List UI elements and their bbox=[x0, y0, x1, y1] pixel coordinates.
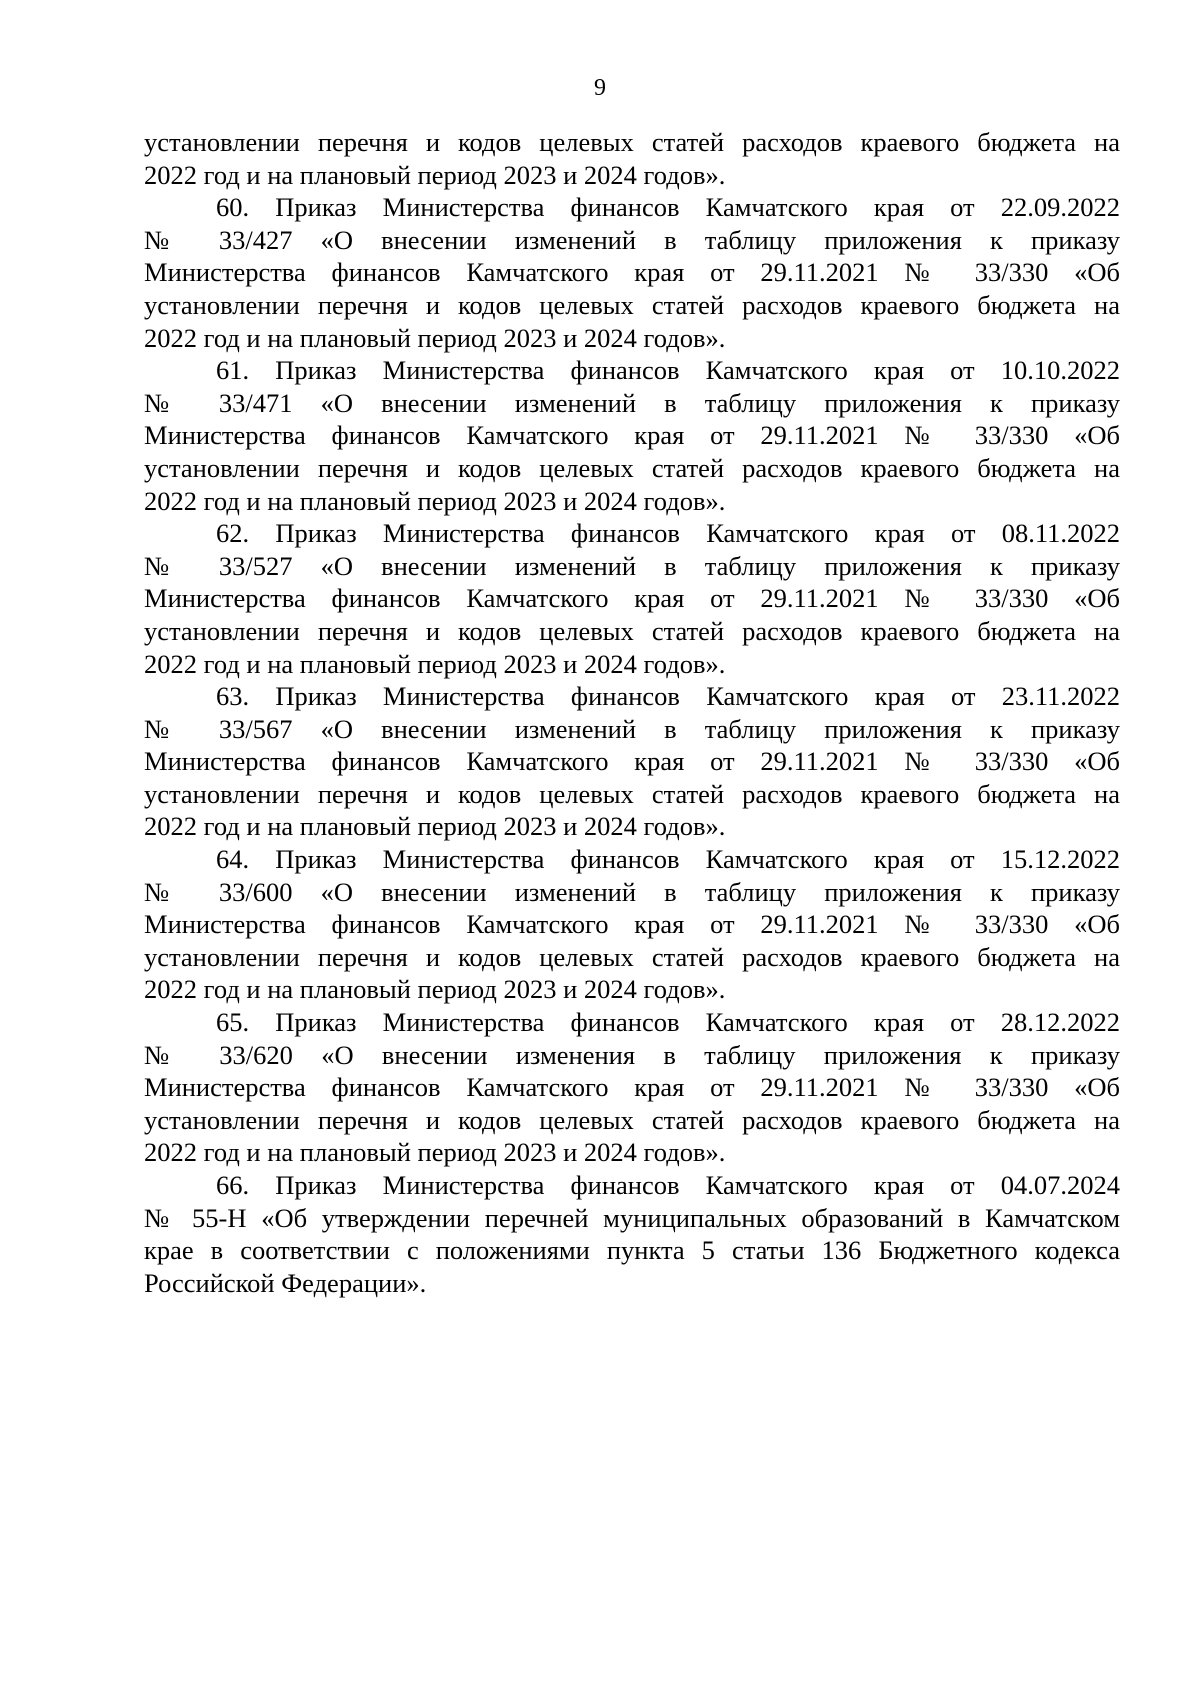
text-line: № 55-Н «Об утверждении перечней муниципальных образований в Камчатском bbox=[144, 1202, 1120, 1233]
text-line: установлении перечня и кодов целевых статей расходов краевого бюджета на bbox=[144, 127, 1120, 157]
text-line: № 33/567 «О внесении изменений в таблицу приложения к приказу bbox=[144, 713, 1120, 744]
text-line: Министерства финансов Камчатского края от 29.11.2021 № 33/330 «Об bbox=[144, 583, 1120, 614]
text-line: 60. Приказ Министерства финансов Камчатского края от 22.09.2022 bbox=[216, 192, 1120, 223]
text-line: 2022 год и на плановый период 2023 и 2024 годов». bbox=[144, 648, 726, 679]
continuation-paragraph bbox=[144, 126, 1120, 191]
text-line: 63. Приказ Министерства финансов Камчатского края от 23.11.2022 bbox=[216, 681, 1120, 712]
text-line: 2022 год и на плановый период 2023 и 2024 годов». bbox=[144, 159, 726, 190]
text-line: крае в соответствии с положениями пункта 5 статьи 136 Бюджетного кодекса bbox=[144, 1235, 1120, 1266]
text-line: 64. Приказ Министерства финансов Камчатского края от 15.12.2022 bbox=[216, 844, 1120, 875]
text-line: 61. Приказ Министерства финансов Камчатского края от 10.10.2022 bbox=[216, 355, 1120, 386]
text-line: 2022 год и на плановый период 2023 и 2024 годов». bbox=[144, 811, 726, 842]
text-line: Министерства финансов Камчатского края от 29.11.2021 № 33/330 «Об bbox=[144, 746, 1120, 777]
text-line: установлении перечня и кодов целевых статей расходов краевого бюджета на bbox=[144, 289, 1120, 320]
text-line: № 33/620 «О внесении изменения в таблицу приложения к приказу bbox=[144, 1039, 1120, 1070]
text-line: 65. Приказ Министерства финансов Камчатского края от 28.12.2022 bbox=[216, 1007, 1120, 1038]
text-line: Министерства финансов Камчатского края от 29.11.2021 № 33/330 «Об bbox=[144, 1072, 1120, 1103]
text-line: 2022 год и на плановый период 2023 и 2024 годов». bbox=[144, 1137, 726, 1168]
text-line: установлении перечня и кодов целевых статей расходов краевого бюджета на bbox=[144, 615, 1120, 646]
page-number: 9 bbox=[594, 75, 606, 101]
text-line: Министерства финансов Камчатского края от 29.11.2021 № 33/330 «Об bbox=[144, 909, 1120, 940]
text-line: 2022 год и на плановый период 2023 и 2024 годов». bbox=[144, 485, 726, 516]
text-line: № 33/471 «О внесении изменений в таблицу приложения к приказу bbox=[144, 387, 1120, 418]
list-item-66 bbox=[144, 1169, 1120, 1299]
text-line: 66. Приказ Министерства финансов Камчатского края от 04.07.2024 bbox=[216, 1170, 1120, 1200]
text-line: установлении перечня и кодов целевых статей расходов краевого бюджета на bbox=[144, 452, 1120, 483]
list-item-65 bbox=[144, 1006, 1120, 1169]
text-line: 62. Приказ Министерства финансов Камчатского края от 08.11.2022 bbox=[216, 518, 1120, 549]
text-line: Министерства финансов Камчатского края от 29.11.2021 № 33/330 «Об bbox=[144, 257, 1120, 288]
document-body bbox=[144, 126, 1120, 1299]
text-line: 2022 год и на плановый период 2023 и 2024 годов». bbox=[144, 974, 726, 1005]
text-line: установлении перечня и кодов целевых статей расходов краевого бюджета на bbox=[144, 941, 1120, 972]
text-line: 2022 год и на плановый период 2023 и 2024 годов». bbox=[144, 322, 726, 353]
list-item-61 bbox=[144, 354, 1120, 517]
text-line: Министерства финансов Камчатского края от 29.11.2021 № 33/330 «Об bbox=[144, 420, 1120, 451]
list-item-60 bbox=[144, 191, 1120, 354]
list-item-63 bbox=[144, 680, 1120, 843]
text-line: Российской Федерации». bbox=[144, 1267, 427, 1298]
list-item-64 bbox=[144, 843, 1120, 1006]
text-line: установлении перечня и кодов целевых статей расходов краевого бюджета на bbox=[144, 1104, 1120, 1135]
text-line: № 33/427 «О внесении изменений в таблицу приложения к приказу bbox=[144, 224, 1120, 255]
text-line: № 33/600 «О внесении изменений в таблицу приложения к приказу bbox=[144, 876, 1120, 907]
text-line: установлении перечня и кодов целевых статей расходов краевого бюджета на bbox=[144, 778, 1120, 809]
text-line: № 33/527 «О внесении изменений в таблицу приложения к приказу bbox=[144, 550, 1120, 581]
list-item-62 bbox=[144, 517, 1120, 680]
